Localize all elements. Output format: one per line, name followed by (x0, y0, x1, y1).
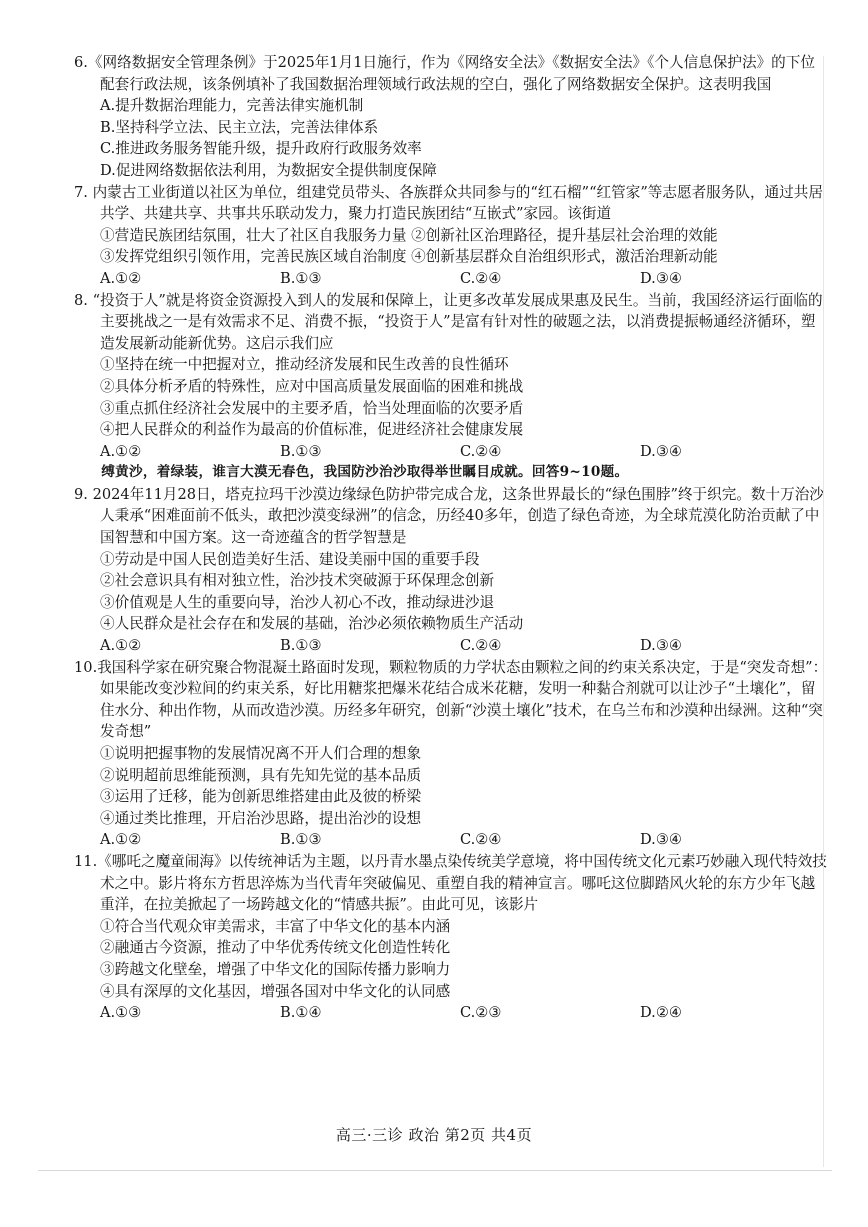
answer-choices (100, 1002, 828, 1024)
material-intro: 缚黄沙，着绿装，谁言大漠无春色，我国防沙治沙取得举世瞩目成就。回答9~10题。 (101, 464, 629, 481)
choice-a: A.①② (100, 442, 142, 460)
question-stem: 6.《网络数据安全管理条例》于2025年1月1日施行，作为《网络安全法》《数据安全法》《个人信息保护法》的下位配套行政法规，该条例填补了我国数据治理领域行政法规的空白，强化了网络数据安全保护。这表明我国 (74, 54, 815, 93)
statement-3: ③运用了迁移，能为创新思维搭建由此及彼的桥梁 (100, 788, 422, 806)
statement-1: ①符合当代观众审美需求，丰富了中华文化的基本内涵 (100, 917, 451, 935)
question-stem: 7. 内蒙古工业街道以社区为单位，组建党员带头、各族群众共同参与的“红石榴”“红管家”等志愿者服务队，通过共居共学、共建共享、共事共乐联动发力，聚力打造民族团结“互嵌式”家园。该街道 (74, 183, 823, 223)
statement-3: ③跨越文化壁垒，增强了中华文化的国际传播力影响力 (100, 960, 451, 978)
question-6 (74, 52, 828, 182)
statement-4: ④人民群众是社会存在和发展的基础，治沙必须依赖物质生产活动 (100, 615, 524, 633)
option-a: A.提升数据治理能力，完善法律实施机制 (100, 97, 364, 115)
question-stem: 9. 2024年11月28日，塔克拉玛干沙漠边缘绿色防护带完成合龙，这条世界最长的“绿色围脖”终于织完。数十万治沙人秉承“困难面前不低头，敢把沙漠变绿洲”的信念，历经40多年，创造了绿色奇迹，为全球荒漠化防治贡献了中国智慧和中国方案。这一奇迹蕴含的哲学智慧是 (74, 485, 824, 547)
option-d: D.促进网络数据依法利用，为数据安全提供制度保障 (100, 161, 437, 179)
statement-4: ④具有深厚的文化基因，增强各国对中华文化的认同感 (100, 982, 451, 1000)
choice-d: D.③④ (640, 269, 682, 287)
statement-4: ④通过类比推理，开启治沙思路，提出治沙的设想 (100, 809, 422, 827)
choice-c: C.②③ (460, 1004, 502, 1022)
choice-c: C.②④ (460, 831, 502, 849)
answer-choices (100, 829, 828, 851)
question-stem: 8. “投资于人”就是将资金资源投入到人的发展和保障上，让更多改革发展成果惠及民生。当前，我国经济运行面临的主要挑战之一是有效需求不足、消费不振，“投资于人”是富有针对性的破题之法，以消费提振畅通经济循环，塑造发展新动能新优势。这启示我们应 (74, 291, 823, 352)
choice-c: C.②④ (460, 637, 502, 655)
option-c: C.推进政务服务智能升级，提升政府行政服务效率 (100, 140, 422, 158)
choice-b: B.①③ (280, 831, 322, 849)
statement-1: ①说明把握事物的发展情况离不开人们合理的想象 (100, 745, 422, 762)
choice-a: A.①② (100, 637, 142, 655)
choice-b: B.①③ (280, 269, 322, 287)
statement-4: ④把人民群众的利益作为最高的价值标准，促进经济社会健康发展 (100, 421, 524, 439)
question-stem: 10.我国科学家在研究聚合物混凝土路面时发现，颗粒物质的力学状态由颗粒之间的约束关系决定，于是“突发奇想”：如果能改变沙粒间的约束关系，好比用糖浆把爆米花结合成米花糖，发明一种黏合剂就可以让沙子“土壤化”，留住水分、种出作物，从而改造沙漠。历经多年研究，创新“沙漠土壤化”技术，在乌兰布和沙漠种出绿洲。这种“突发奇想” (74, 658, 828, 741)
answer-choices (100, 441, 828, 463)
choice-b: B.①③ (280, 442, 322, 460)
right-margin-line (823, 56, 824, 1167)
choice-c: C.②④ (460, 269, 502, 287)
statement-1: ①坚持在统一中把握对立，推动经济发展和民生改善的良性循环 (100, 356, 509, 374)
statement-3: ③重点抓住经济社会发展中的主要矛盾，恰当处理面临的次要矛盾 (100, 399, 524, 417)
statement-3: ③价值观是人生的重要向导，治沙人初心不改，推动绿进沙退 (100, 593, 495, 611)
choice-d: D.③④ (640, 637, 682, 655)
question-stem: 11.《哪吒之魔童闹海》以传统神话为主题，以丹青水墨点染传统美学意境，将中国传统文化元素巧妙融入现代特效技术之中。影片将东方哲思淬炼为当代青年突破偏见、重塑自我的精神宣言。哪吒这位脚踏风火轮的东方少年飞越重洋，在拉美掀起了一场跨越文化的“情感共振”。由此可见，该影片 (74, 852, 827, 914)
statement-2: ②社会意识具有相对独立性，治沙技术突破源于环保理念创新 (100, 572, 495, 590)
question-11 (74, 851, 828, 1024)
statement-line: ③发挥党组织引领作用，完善民族区域自治制度 ④创新基层群众自治组织形式，激活治理新动能 (100, 248, 718, 266)
question-8 (74, 290, 828, 463)
page-footer: 高三·三诊 政治 第2页 共4页 (335, 1126, 533, 1144)
bottom-rule (38, 1170, 832, 1171)
option-b: B.坚持科学立法、民主立法，完善法律体系 (100, 118, 379, 136)
choice-a: A.①② (100, 269, 142, 287)
statement-2: ②说明超前思维能预测，具有先知先觉的基本品质 (100, 766, 422, 784)
choice-b: B.①④ (280, 1004, 322, 1022)
answer-choices (100, 635, 828, 657)
choice-d: D.②④ (640, 1004, 682, 1022)
statement-2: ②融通古今资源，推动了中华优秀传统文化创造性转化 (100, 939, 451, 957)
choice-a: A.①② (100, 831, 142, 849)
choice-d: D.③④ (640, 442, 682, 460)
statement-2: ②具体分析矛盾的特殊性，应对中国高质量发展面临的困难和挑战 (100, 377, 524, 395)
choice-c: C.②④ (460, 442, 502, 460)
question-7 (74, 182, 828, 290)
statement-line: ①营造民族团结氛围，壮大了社区自我服务力量 ②创新社区治理路径，提升基层社会治理的效能 (100, 226, 718, 244)
question-9 (74, 484, 828, 657)
answer-choices (100, 268, 828, 290)
question-10 (74, 657, 828, 851)
statement-1: ①劳动是中国人民创造美好生活、建设美丽中国的重要手段 (100, 550, 480, 568)
choice-a: A.①③ (100, 1004, 142, 1022)
choice-b: B.①③ (280, 637, 322, 655)
choice-d: D.③④ (640, 831, 682, 849)
